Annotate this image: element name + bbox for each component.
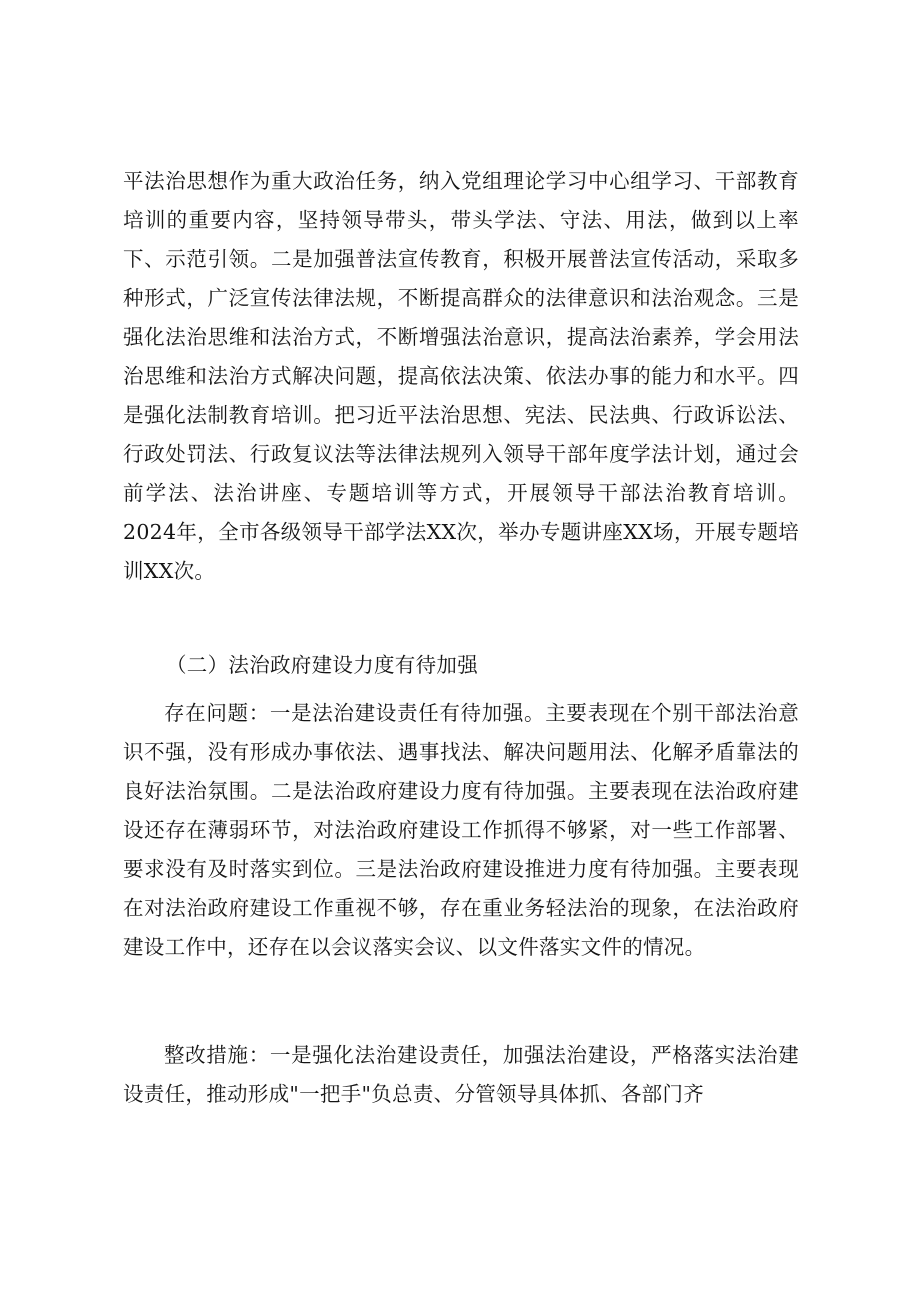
paragraph-continued: 平法治思想作为重大政治任务，纳入党组理论学习中心组学习、干部教育培训的重要内容，坚持领导带头，带头学法、守法、用法，做到以上率下、示范引领。二是加强普法宣传教育，积极开展普法宣传活动，采取多种形式，广泛宣传法律法规，不断提高群众的法律意识和法治观念。三是强化法治思维和法治方式，不断增强法治意识，提高法治素养，学会用法治思维和法治方式解决问题，提高依法决策、依法办事的能力和水平。四是强化法制教育培训。把习近平法治思想、宪法、民法典、行政诉讼法、行政处罚法、行政复议法等法律法规列入领导干部年度学法计划，通过会前学法、法治讲座、专题培训等方式，开展领导干部法治教育培训。2024年，全市各级领导干部学法XX次，举办专题讲座XX场，开展专题培训XX次。 xyxy=(123,169,799,583)
problems-paragraph: 存在问题：一是法治建设责任有待加强。主要表现在个别干部法治意识不强，没有形成办事依法、遇事找法、解决问题用法、化解矛盾靠法的良好法治氛围。二是法治政府建设力度有待加强。主要表现在法治政府建设还存在薄弱环节，对法治政府建设工作抓得不够紧，对一些工作部署、要求没有及时落实到位。三是法治政府建设推进力度有待加强。主要表现在对法治政府建设工作重视不够，存在重业务轻法治的现象，在法治政府建设工作中，还存在以会议落实会议、以文件落实文件的情况。 xyxy=(123,701,799,959)
measures-paragraph: 整改措施：一是强化法治建设责任，加强法治建设，严格落实法治建设责任，推动形成"一把手"负总责、分管领导具体抓、各部门齐 xyxy=(123,1043,799,1106)
document-body-problems xyxy=(123,694,799,967)
document-body-measures xyxy=(123,1036,799,1114)
section-heading: （二）法治政府建设力度有待加强 xyxy=(166,653,478,677)
document-body-top xyxy=(123,162,799,591)
